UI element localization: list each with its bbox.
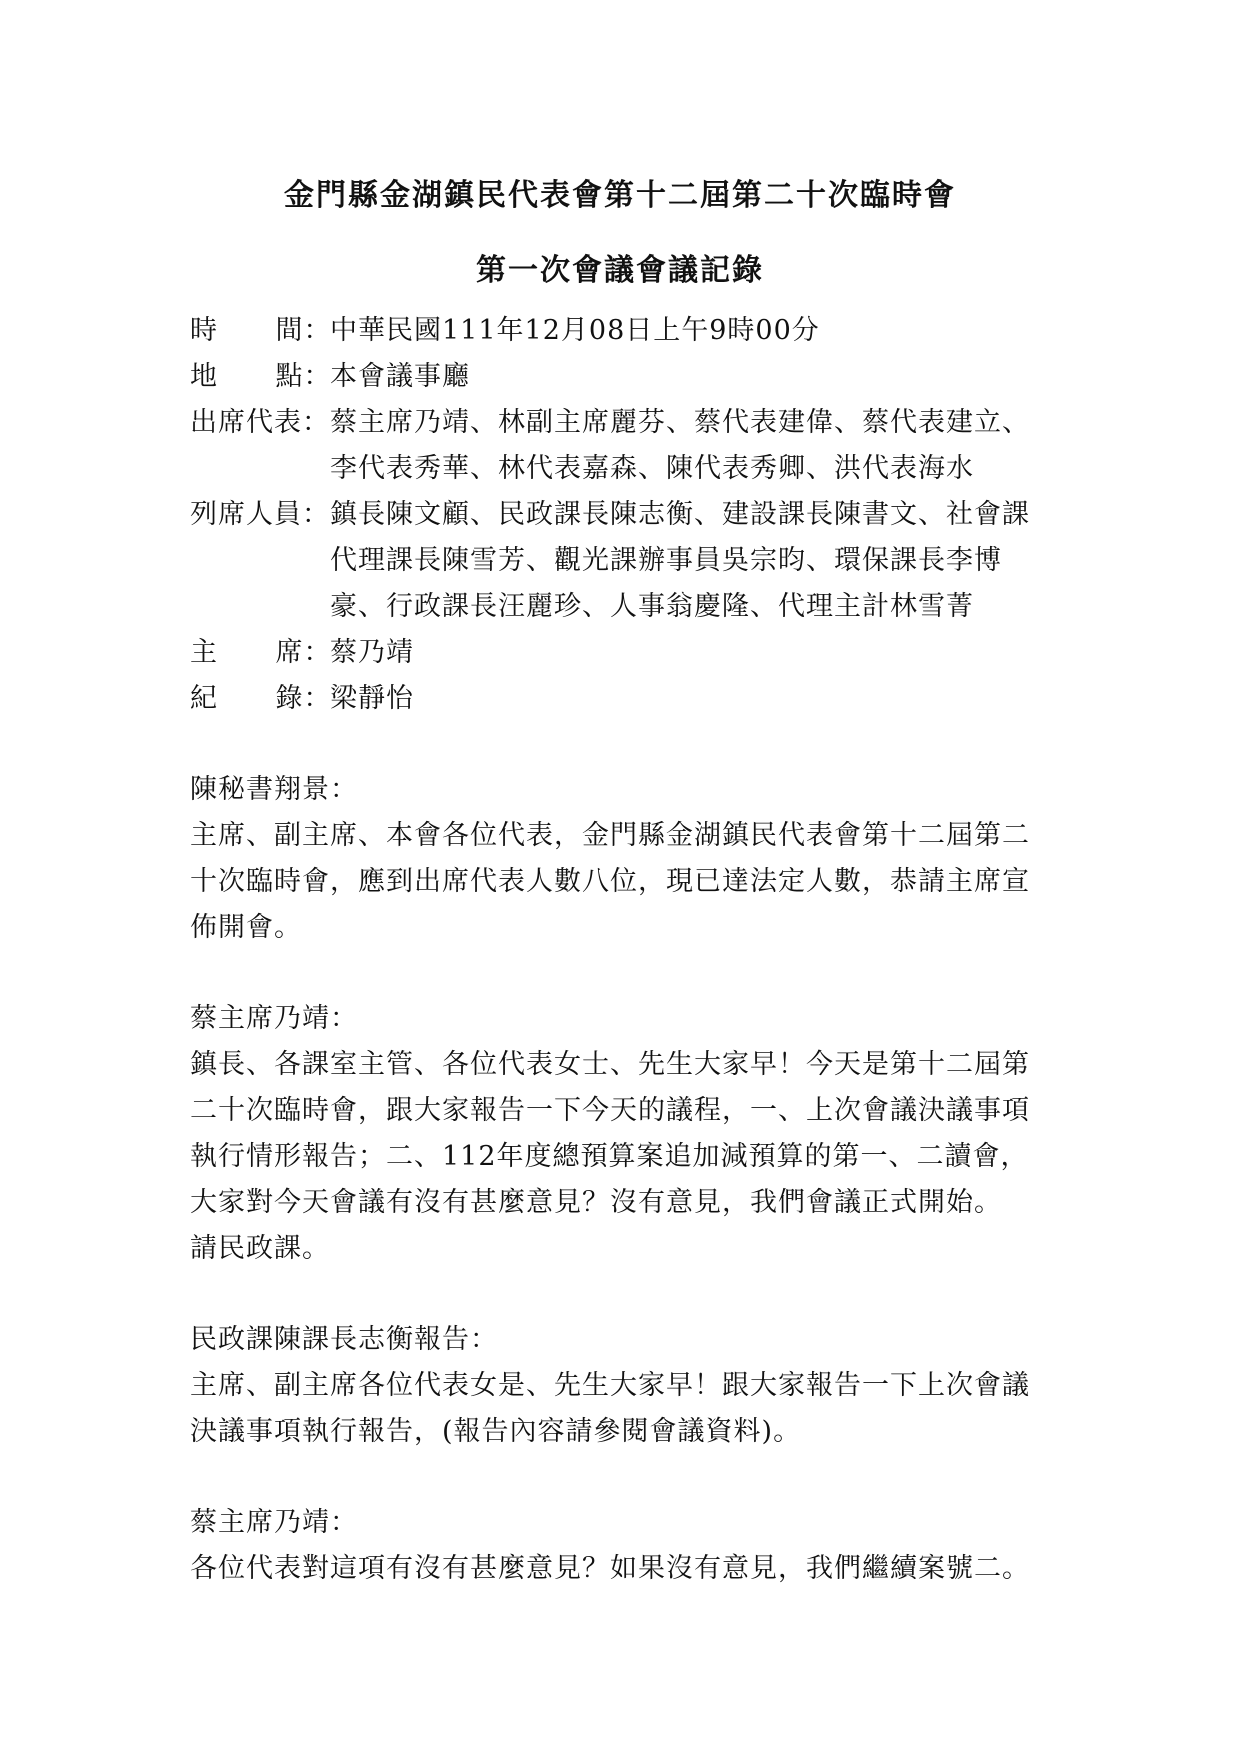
meta-observers-label: 列席人員： (190, 499, 330, 530)
meta-chair-label: 主 席： (190, 637, 332, 668)
document-title: 金門縣金湖鎮民代表會第十二屆第二十次臨時會 (284, 178, 956, 213)
speaker-heading: 陳秘書翔景： (190, 774, 358, 805)
paragraph-line: 主席、副主席、本會各位代表，金門縣金湖鎮民代表會第十二屆第二 (190, 820, 1030, 851)
meta-place-row (190, 358, 470, 396)
paragraph-line: 決議事項執行報告，(報告內容請參閱會議資料)。 (190, 1416, 802, 1447)
meta-recorder-value: 梁靜怡 (330, 683, 414, 714)
meta-recorder-row (190, 680, 414, 718)
meta-observers-line-3: 豪、行政課長汪麗珍、人事翁慶隆、代理主計林雪菁 (330, 591, 974, 622)
paragraph-line: 鎮長、各課室主管、各位代表女士、先生大家早！今天是第十二屆第 (190, 1049, 1030, 1080)
meta-place-label: 地 點： (190, 361, 332, 392)
paragraph-line: 大家對今天會議有沒有甚麼意見？沒有意見，我們會議正式開始。 (190, 1187, 1002, 1218)
meta-attendees-row (190, 404, 1030, 442)
meta-time-label: 時 間： (190, 315, 332, 346)
meta-time-value: 中華民國111年12月08日上午9時00分 (330, 315, 820, 346)
meta-place-value: 本會議事廳 (330, 361, 470, 392)
meta-recorder-label: 紀 錄： (190, 683, 332, 714)
document-subtitle: 第一次會議會議記錄 (476, 253, 764, 288)
paragraph-line: 執行情形報告；二、112年度總預算案追加減預算的第一、二讀會， (190, 1141, 1029, 1172)
meta-attendees-line-1: 蔡主席乃靖、林副主席麗芬、蔡代表建偉、蔡代表建立、 (330, 407, 1030, 438)
meta-observers-row (190, 496, 1030, 534)
meta-observers-line-2: 代理課長陳雪芳、觀光課辦事員吳宗昀、環保課長李博 (330, 545, 1002, 576)
speaker-heading: 民政課陳課長志衡報告： (190, 1324, 498, 1355)
meta-time-row (190, 312, 820, 350)
paragraph-line: 二十次臨時會，跟大家報告一下今天的議程，一、上次會議決議事項 (190, 1095, 1030, 1126)
speaker-heading: 蔡主席乃靖： (190, 1003, 358, 1034)
paragraph-line: 佈開會。 (190, 912, 302, 943)
meta-chair-row (190, 634, 414, 672)
meta-attendees-line-2: 李代表秀華、林代表嘉森、陳代表秀卿、洪代表海水 (330, 453, 974, 484)
paragraph-line: 請民政課。 (190, 1233, 330, 1264)
meta-observers-line-1: 鎮長陳文顧、民政課長陳志衡、建設課長陳書文、社會課 (330, 499, 1030, 530)
paragraph-line: 各位代表對這項有沒有甚麼意見？如果沒有意見，我們繼續案號二。 (190, 1553, 1030, 1584)
paragraph-line: 十次臨時會，應到出席代表人數八位，現已達法定人數，恭請主席宣 (190, 866, 1030, 897)
meta-chair-value: 蔡乃靖 (330, 637, 414, 668)
speaker-heading: 蔡主席乃靖： (190, 1507, 358, 1538)
meta-attendees-label: 出席代表： (190, 407, 330, 438)
paragraph-line: 主席、副主席各位代表女是、先生大家早！跟大家報告一下上次會議 (190, 1370, 1030, 1401)
